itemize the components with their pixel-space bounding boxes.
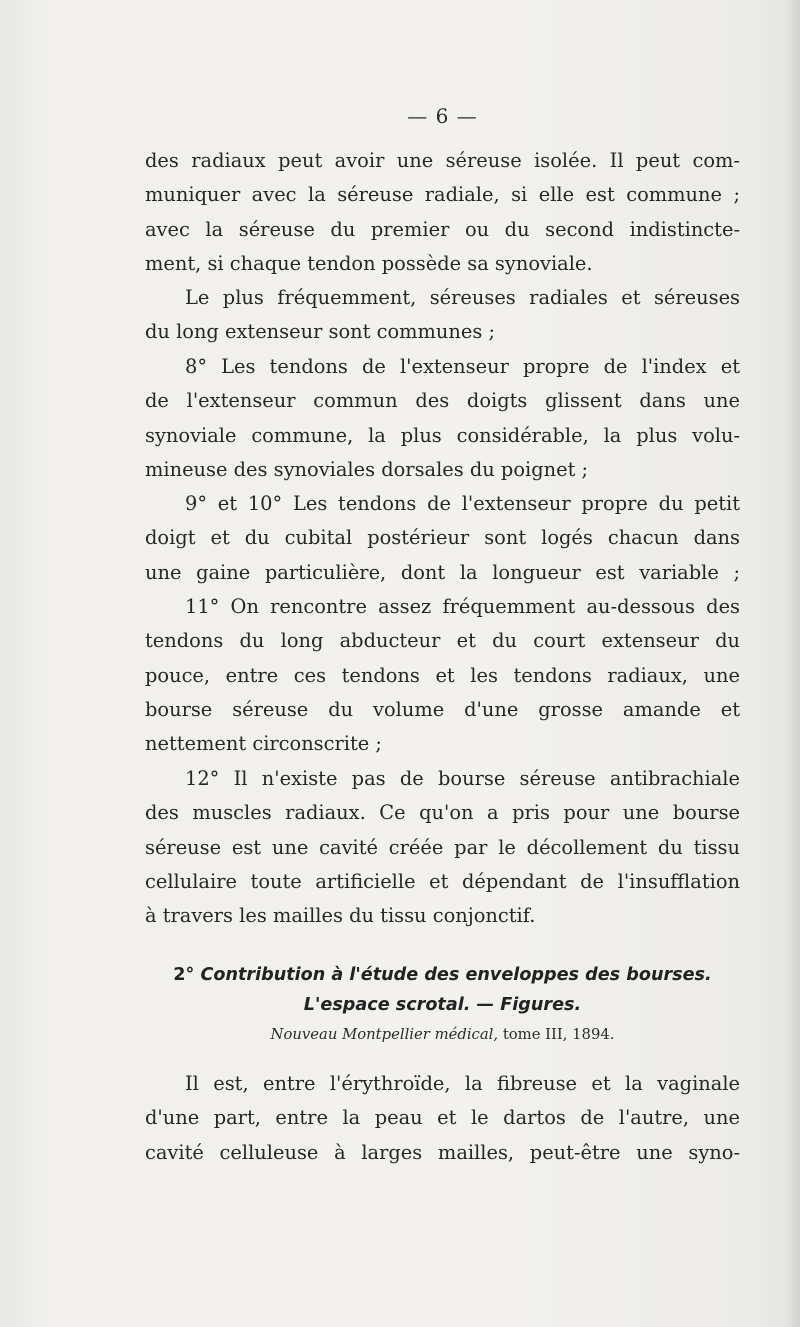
paragraph-5 — [145, 590, 740, 761]
text-line: Le plus fréquemment, séreuses radiales et séreuses — [185, 286, 740, 309]
text-line: une gaine particulière, dont la longueur est variable ; — [145, 560, 740, 584]
text-line: de l'extenseur commun des doigts glissent dans une — [145, 389, 740, 413]
citation — [145, 1023, 740, 1047]
text-line: séreuse est une cavité créée par le décollement du tissu — [145, 835, 740, 859]
citation-details: tome III, 1894. — [502, 1026, 615, 1043]
text-line: 11° On rencontre assez fréquemment au-dessous des — [185, 595, 740, 618]
text-line: 9° et 10° Les tendons de l'extenseur propre du petit — [185, 492, 740, 515]
text-line: des muscles radiaux. Ce qu'on a pris pour une bourse — [145, 801, 740, 825]
text-line: mineuse des synoviales dorsales du poignet ; — [145, 457, 589, 481]
text-line: nettement circonscrite ; — [145, 732, 382, 756]
paragraph-3 — [145, 350, 740, 487]
text-line: avec la séreuse du premier ou du second indistincte- — [145, 217, 740, 241]
text-line: du long extenseur sont communes ; — [145, 320, 495, 344]
page-number: — 6 — — [407, 104, 478, 128]
page-edge-shadow — [786, 0, 800, 1327]
text-line: tendons du long abducteur et du court extenseur du — [145, 629, 740, 653]
text-line: bourse séreuse du volume d'une grosse amande et — [145, 697, 740, 721]
text-line: 12° Il n'existe pas de bourse séreuse antibrachiale — [185, 767, 740, 790]
text-line: pouce, entre ces tendons et les tendons radiaux, une — [145, 663, 740, 687]
text-line: synoviale commune, la plus considérable, la plus volu- — [145, 423, 740, 447]
text-line: doigt et du cubital postérieur sont logés chacun dans — [145, 526, 740, 550]
text-line: des radiaux peut avoir une séreuse isolée. Il peut com- — [145, 149, 740, 172]
text-line: à travers les mailles du tissu conjonctif. — [145, 904, 536, 928]
section-heading — [145, 960, 740, 990]
text-line: cavité celluleuse à larges mailles, peut-être une syno- — [145, 1140, 740, 1164]
text-line: d'une part, entre la peau et le dartos de l'autre, une — [145, 1106, 740, 1130]
paragraph-7 — [145, 1067, 740, 1170]
section-number: 2° — [173, 965, 195, 985]
text-line: cellulaire toute artificielle et dépendant de l'insufflation — [145, 869, 740, 893]
paragraph-4 — [145, 487, 740, 590]
text-line: muniquer avec la séreuse radiale, si elle est commune ; — [145, 183, 740, 207]
text-line: ment, si chaque tendon possède sa synoviale. — [145, 251, 593, 275]
text-line: 8° Les tendons de l'extenseur propre de l'index et — [185, 355, 740, 378]
section-title-line-1: Contribution à l'étude des enveloppes des bourses. — [200, 965, 712, 985]
section-title-line-2: L'espace scrotal. — Figures. — [303, 995, 582, 1015]
section-subheading — [145, 990, 740, 1020]
paragraph-1 — [145, 144, 740, 281]
citation-journal: Nouveau Montpellier médical, — [270, 1026, 499, 1043]
paragraph-2 — [145, 281, 740, 350]
paragraph-6 — [145, 762, 740, 933]
text-line: Il est, entre l'érythroïde, la fibreuse et la vaginale — [185, 1072, 740, 1095]
